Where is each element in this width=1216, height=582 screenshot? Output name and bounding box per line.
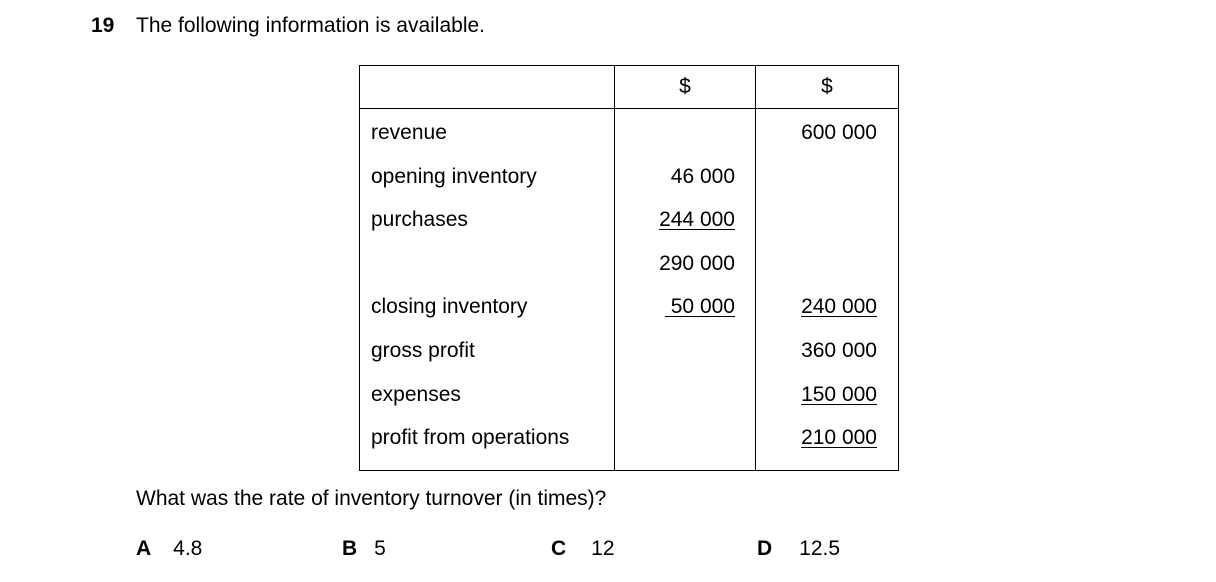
underlined-value: 50 000	[664, 295, 735, 319]
row-value-col2	[756, 295, 899, 339]
option-letter: D	[757, 537, 773, 560]
underlined-value: 240 000	[801, 295, 877, 319]
row-label: gross profit	[360, 339, 615, 383]
table-row	[360, 252, 899, 296]
header-label-column	[360, 66, 615, 109]
row-value-col1	[615, 383, 756, 427]
row-value-col1	[615, 208, 756, 252]
financial-table	[359, 65, 899, 471]
row-value-col2	[756, 383, 899, 427]
row-value-col1	[615, 109, 756, 165]
header-currency-column-2: $	[756, 66, 899, 109]
row-value-col1: 290 000	[615, 252, 756, 296]
header-currency-column-1: $	[615, 66, 756, 109]
row-label: profit from operations	[360, 426, 615, 470]
table-row	[360, 383, 899, 427]
option-a[interactable]	[136, 537, 202, 561]
question-prompt: What was the rate of inventory turnover (in times)?	[136, 487, 607, 510]
table-row	[360, 295, 899, 339]
row-value-col2	[756, 426, 899, 470]
option-d[interactable]	[757, 537, 840, 561]
table-row	[360, 426, 899, 470]
row-label: closing inventory	[360, 295, 615, 339]
option-letter: A	[136, 537, 152, 560]
row-value-col1	[615, 295, 756, 339]
row-value-col2	[756, 208, 899, 252]
table-row	[360, 109, 899, 165]
option-letter: C	[551, 537, 567, 560]
option-c[interactable]	[551, 537, 615, 561]
row-value-col1: 46 000	[615, 165, 756, 209]
table-header-row	[360, 66, 899, 109]
table-row	[360, 208, 899, 252]
row-value-col2: 360 000	[756, 339, 899, 383]
underlined-value: 150 000	[801, 382, 877, 406]
row-label: opening inventory	[360, 165, 615, 209]
option-value: 12	[591, 537, 615, 560]
option-b[interactable]	[342, 537, 386, 561]
row-value-col2	[756, 252, 899, 296]
option-letter: B	[342, 537, 358, 560]
row-value-col2	[756, 165, 899, 209]
row-value-col1	[615, 426, 756, 470]
underlined-value: 210 000	[801, 426, 877, 450]
option-value: 4.8	[173, 537, 203, 560]
row-label: revenue	[360, 109, 615, 165]
table-row	[360, 165, 899, 209]
row-label	[360, 252, 615, 296]
table-row	[360, 339, 899, 383]
row-value-col1	[615, 339, 756, 383]
question-intro: The following information is available.	[136, 14, 486, 37]
option-value: 12.5	[799, 537, 841, 560]
row-value-col2: 600 000	[756, 109, 899, 165]
option-value: 5	[374, 537, 386, 560]
row-label: purchases	[360, 208, 615, 252]
question-number: 19	[91, 14, 115, 37]
underlined-value: 244 000	[659, 208, 735, 232]
row-label: expenses	[360, 383, 615, 427]
